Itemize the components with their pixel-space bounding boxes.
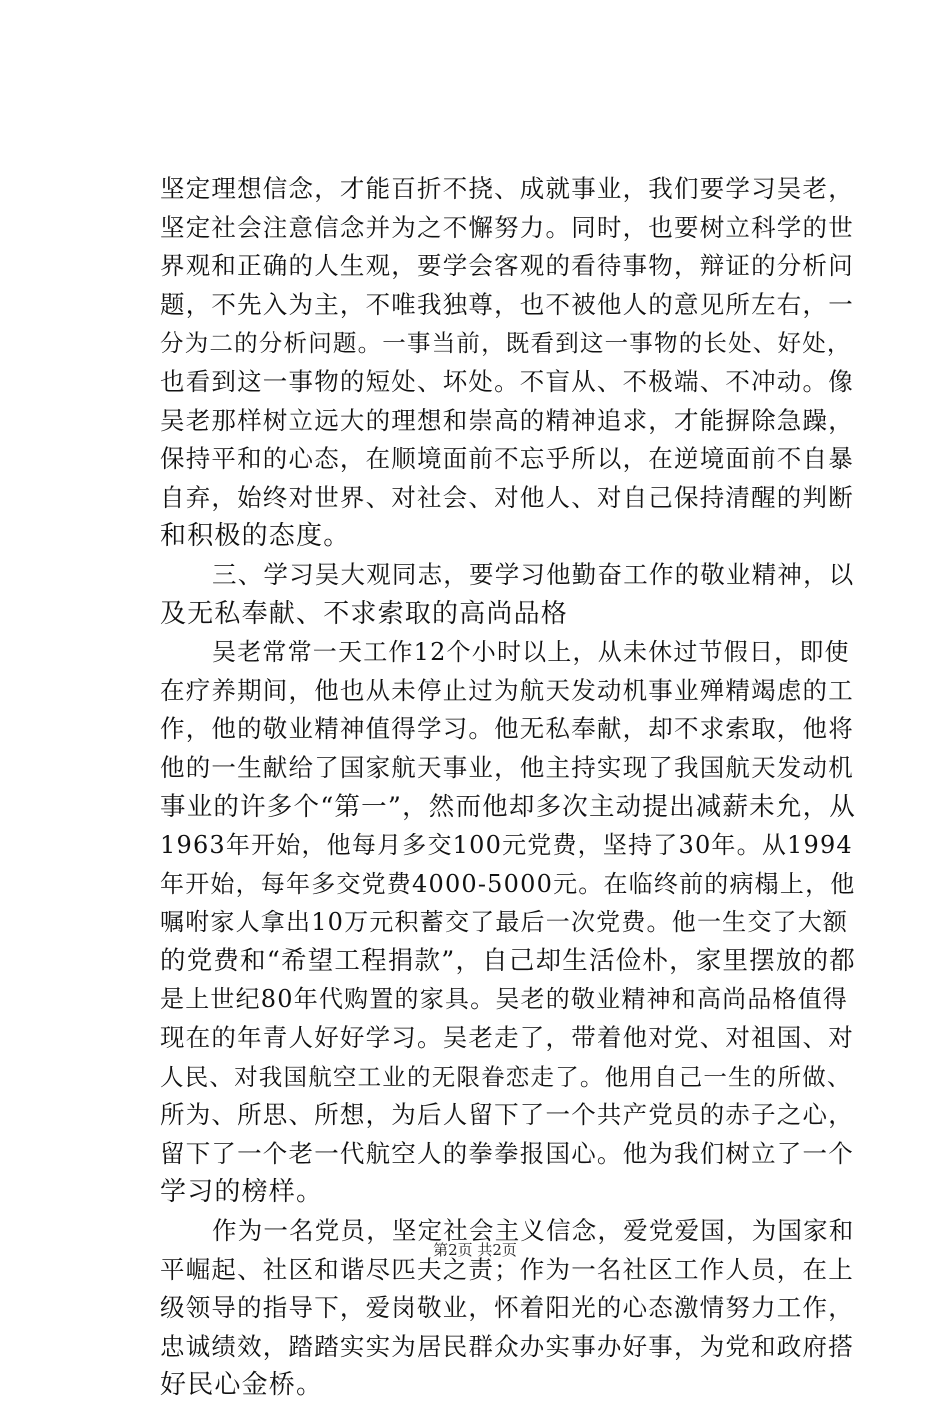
text-line: 分为二的分析问题。一事当前，既看到这一事物的长处、好处， — [160, 329, 852, 358]
text-line: 坚定理想信念，才能百折不挠、成就事业，我们要学习吴老， — [160, 174, 854, 203]
text-line: 现在的年青人好好学习。吴老走了，带着他对党、对祖国、对 — [160, 1023, 854, 1053]
text-line: 作为一名党员，坚定社会主义信念，爱党爱国，为国家和 — [212, 1216, 855, 1246]
text-line: 和积极的态度。 — [160, 521, 351, 552]
text-line: 也看到这一事物的短处、坏处。不盲从、不极端、不冲动。像 — [160, 366, 854, 396]
text-line: 年开始，每年多交党费4000-5000元。在临终前的病榻上，他 — [160, 869, 856, 898]
section-heading-line: 及无私奉献、不求索取的高尚品格 — [160, 598, 569, 629]
page-number-footer: 第2页 共2页 — [433, 1241, 517, 1259]
text-line: 留下了一个老一代航空人的拳拳报国心。他为我们树立了一个 — [160, 1138, 854, 1168]
text-line: 自弃，始终对世界、对社会、对他人、对自己保持清醒的判断 — [160, 482, 854, 512]
text-line: 坚定社会注意信念并为之不懈努力。同时，也要树立科学的世 — [160, 212, 854, 242]
text-line: 平崛起、社区和谐尽匹夫之责；作为一名社区工作人员，在上 — [160, 1254, 854, 1284]
text-line: 学习的榜样。 — [160, 1177, 324, 1208]
section-heading-line: 三、学习吴大观同志，要学习他勤奋工作的敬业精神，以 — [212, 559, 855, 589]
text-line: 他的一生献给了国家航天事业，他主持实现了我国航天发动机 — [160, 752, 854, 782]
text-line: 在疗养期间，他也从未停止过为航天发动机事业殚精竭虑的工 — [160, 675, 854, 705]
document-body — [160, 170, 860, 1405]
text-line: 忠诚绩效，踏踏实实为居民群众办实事办好事，为党和政府搭 — [160, 1331, 854, 1361]
text-line: 是上世纪80年代购置的家具。吴老的敬业精神和高尚品格值得 — [160, 985, 849, 1014]
text-line: 事业的许多个“第一”，然而他却多次主动提出减薪未允，从 — [160, 791, 856, 822]
text-line: 所为、所思、所想，为后人留下了一个共产党员的赤子之心， — [160, 1100, 854, 1130]
text-line: 的党费和“希望工程捐款”，自己却生活俭朴，家里摆放的都 — [160, 945, 856, 976]
text-line: 界观和正确的人生观，要学会客观的看待事物，辩证的分析问 — [160, 251, 854, 281]
text-line: 嘱咐家人拿出10万元积蓄交了最后一次党费。他一生交了大额 — [160, 908, 849, 937]
text-line: 吴老常常一天工作12个小时以上，从未休过节假日，即使 — [212, 638, 850, 667]
text-line: 人民、对我国航空工业的无限眷恋走了。他用自己一生的所做、 — [160, 1062, 852, 1091]
text-line: 作，他的敬业精神值得学习。他无私奉献，却不求索取，他将 — [160, 714, 854, 744]
text-line: 保持平和的心态，在顺境面前不忘乎所以，在逆境面前不自暴 — [160, 444, 854, 474]
text-line: 题，不先入为主，不唯我独尊，也不被他人的意见所左右，一 — [160, 289, 854, 319]
text-line: 好民心金桥。 — [160, 1370, 324, 1401]
text-line: 1963年开始，他每月多交100元党费，坚持了30年。从1994 — [160, 831, 853, 860]
text-line: 吴老那样树立远大的理想和崇高的精神追求，才能摒除急躁， — [160, 405, 854, 435]
text-line: 级领导的指导下，爱岗敬业，怀着阳光的心态激情努力工作， — [160, 1293, 854, 1323]
